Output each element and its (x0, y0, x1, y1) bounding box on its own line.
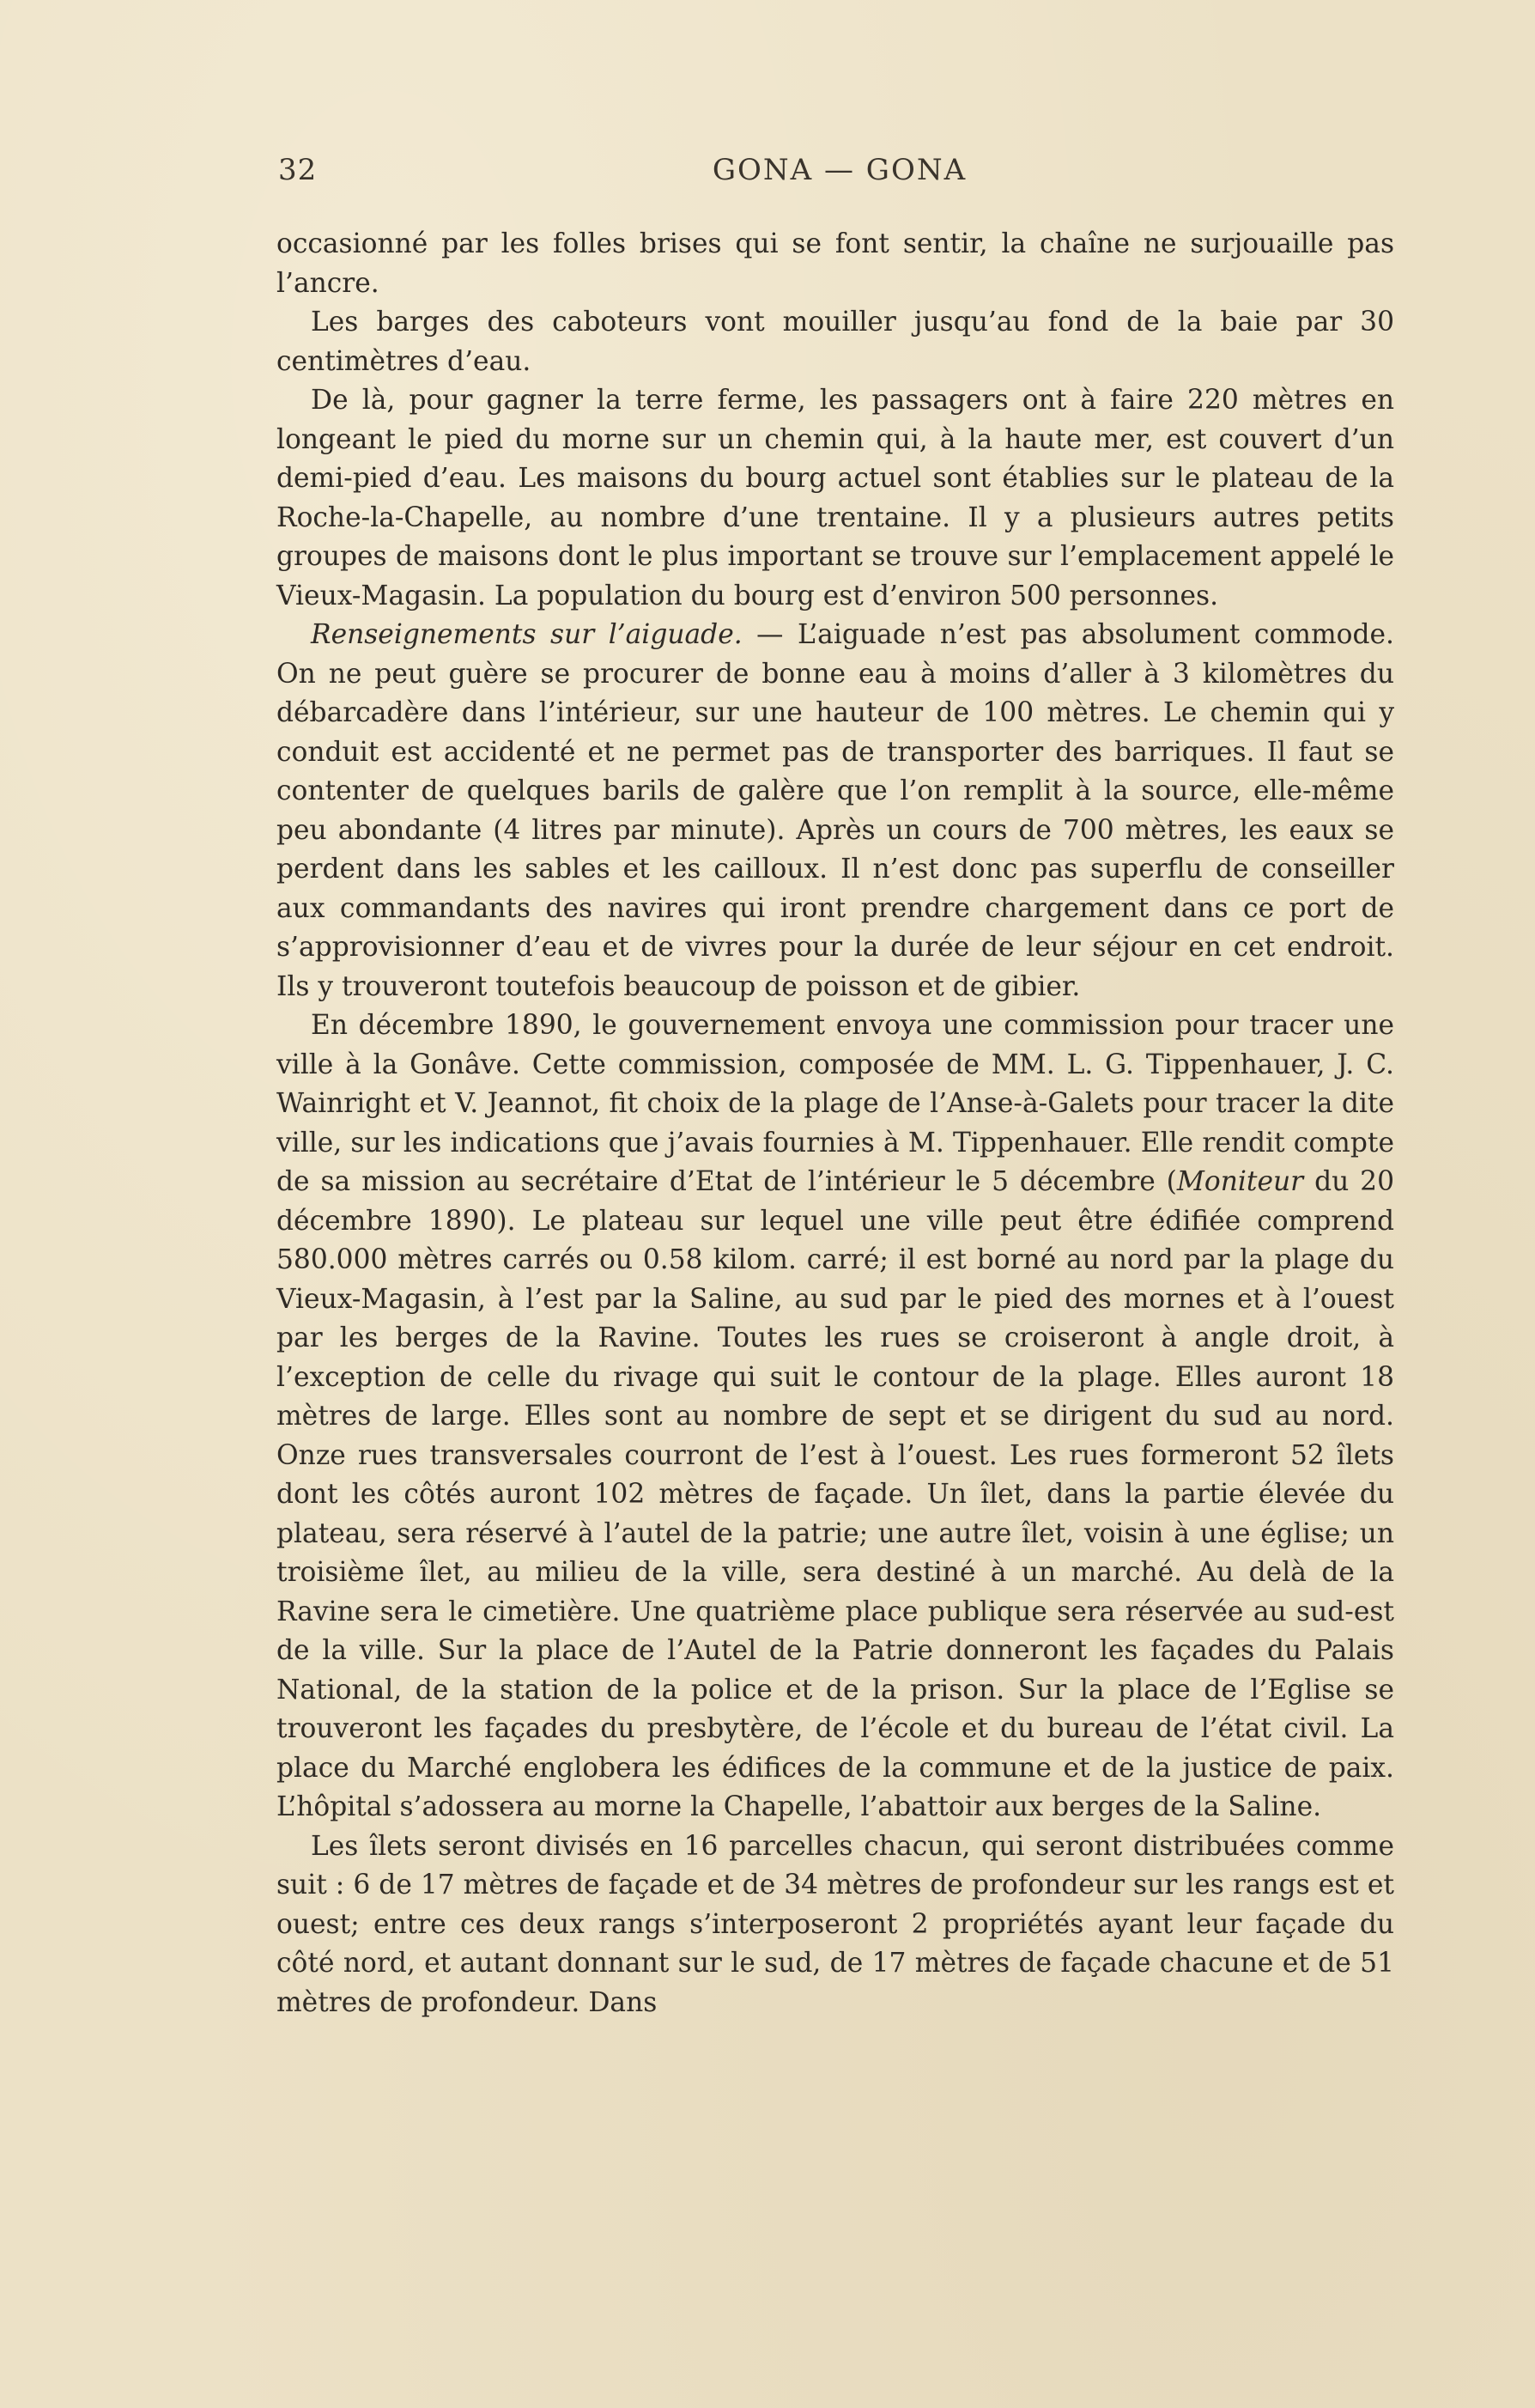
paragraph-4 (276, 616, 1394, 1006)
page-header (276, 153, 1394, 196)
body-text (276, 225, 1394, 2022)
paragraph-5-text-a: En décembre 1890, le gouvernement envoya une commission pour tracer une ville à la Gonâve. Cette commission, composée de MM. L. G. Tippenhauer, J. C. Wainright et V. Jeannot, fit choix de la plage de l’Anse-à-Galets pour tracer la dite ville, sur les indications que j’avais fournies à M. Tippenhauer. Elle rendit compte de sa mission au secrétaire d’Etat de l’intérieur le 5 décembre ( (276, 1010, 1394, 1197)
paragraph-5-text-b: du 20 décembre 1890). Le plateau sur lequel une ville peut être édifiée comprend 580.000 mètres carrés ou 0.58 kilom. carré; il est borné au nord par la plage du Vieux-Magasin, à l’est par la Saline, au sud par le pied des mornes et à l’ouest par les berges de la Ravine. Toutes les rues se croiseront à angle droit, à l’exception de celle du rivage qui suit le contour de la plage. Elles auront 18 mètres de large. Elles sont au nombre de sept et se dirigent du sud au nord. Onze rues transversales courront de l’est à l’ouest. Les rues formeront 52 îlets dont les côtés auront 102 mètres de façade. Un îlet, dans la partie élevée du plateau, sera réservé à l’autel de la patrie; une autre îlet, voisin à une église; un troisième îlet, au milieu de la ville, sera destiné à un marché. Au delà de la Ravine sera le cimetière. Une quatrième place publique sera réservée au sud-est de la ville. Sur la place de l’Autel de la Patrie donneront les façades du Palais National, de la station de la police et de la prison. Sur la place de l’Eglise se trouveront les façades du presbytère, de l’école et du bureau de l’état civil. La place du Marché englobera les édifices de la commune et de la justice de paix. L’hôpital s’adossera au morne la Chapelle, l’abattoir aux berges de la Saline. (276, 1166, 1394, 1822)
running-title: GONA — GONA (712, 153, 968, 187)
paragraph-1: occasionné par les folles brises qui se font sentir, la chaîne ne surjouaille pas l’ancre. (276, 228, 1394, 299)
paragraph-4-text: — L’aiguade n’est pas absolument commode. On ne peut guère se procurer de bonne eau à moins d’aller à 3 kilomètres du débarcadère dans l’intérieur, sur une hauteur de 100 mètres. Le chemin qui y conduit est accidenté et ne permet pas de transporter des barriques. Il faut se contenter de quelques barils de galère que l’on remplit à la source, elle-même peu abondante (4 litres par minute). Après un cours de 700 mètres, les eaux se perdent dans les sables et les cailloux. Il n’est donc pas superflu de conseiller aux commandants des navires qui iront prendre chargement dans ce port de s’approvisionner d’eau et de vivres pour la durée de leur séjour en cet endroit. Ils y trouveront toutefois beaucoup de poisson et de gibier. (276, 619, 1394, 1002)
page-number: 32 (278, 153, 318, 187)
moniteur-title: Moniteur (1176, 1166, 1304, 1197)
page-content (276, 153, 1394, 2022)
paragraph-5 (276, 1006, 1394, 1827)
paragraph-3: De là, pour gagner la terre ferme, les passagers ont à faire 220 mètres en longeant le pied du morne sur un chemin qui, à la haute mer, est couvert d’un demi-pied d’eau. Les maisons du bourg actuel sont établies sur le plateau de la Roche-la-Chapelle, au nombre d’une trentaine. Il y a plusieurs autres petits groupes de maisons dont le plus important se trouve sur l’emplacement appelé le Vieux-Magasin. La population du bourg est d’environ 500 personnes. (276, 385, 1394, 611)
paragraph-6: Les îlets seront divisés en 16 parcelles chacun, qui seront distribuées comme suit : 6 de 17 mètres de façade et de 34 mètres de profondeur sur les rangs est et ouest; entre ces deux rangs s’interposeront 2 propriétés ayant leur façade du côté nord, et autant donnant sur le sud, de 17 mètres de façade chacune et de 51 mètres de profondeur. Dans (276, 1830, 1394, 2018)
section-subheading: Renseignements sur l’aiguade. (311, 619, 743, 650)
paragraph-2: Les barges des caboteurs vont mouiller jusqu’au fond de la baie par 30 centimètres d’eau. (276, 307, 1394, 377)
